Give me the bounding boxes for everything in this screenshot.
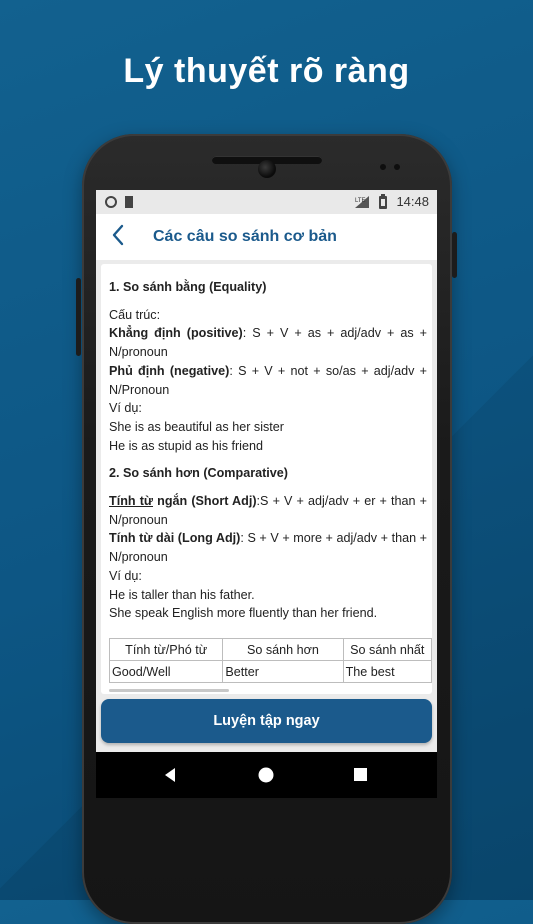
example-sentence: He is as stupid as his friend bbox=[109, 438, 263, 453]
table-header-cell: So sánh nhất bbox=[343, 639, 431, 661]
section-2-title: 2. So sánh hơn (Comparative) bbox=[109, 466, 288, 481]
headline: Lý thuyết rõ ràng bbox=[123, 52, 410, 90]
power-button bbox=[76, 278, 81, 356]
app-bar bbox=[96, 214, 437, 260]
notification-circle-icon bbox=[104, 195, 118, 209]
example-label: Ví dụ: bbox=[109, 401, 142, 416]
section-1-title: 1. So sánh bằng (Equality) bbox=[109, 280, 267, 294]
table-header-cell: Tính từ/Phó từ bbox=[110, 639, 223, 661]
recents-square-icon[interactable] bbox=[352, 752, 368, 798]
light-sensor bbox=[394, 164, 400, 170]
table-header-cell: So sánh hơn bbox=[223, 639, 343, 661]
sd-card-icon bbox=[123, 195, 135, 209]
table-header-row bbox=[110, 639, 432, 661]
equality-positive: Khẳng định (positive): S + V + as + adj/adv + as + N/pronoun bbox=[109, 326, 427, 360]
battery-icon bbox=[378, 194, 388, 210]
phone-screen bbox=[96, 190, 437, 798]
lesson-card bbox=[101, 264, 432, 694]
comparative-short: Tính từ ngắn (Short Adj):S + V + adj/adv + er + than + N/pronoun bbox=[109, 494, 427, 527]
table-cell: The best bbox=[343, 661, 431, 683]
navigation-bar bbox=[96, 752, 437, 798]
svg-text:LTE: LTE bbox=[355, 198, 366, 204]
status-bar bbox=[96, 190, 437, 214]
comparative-long: Tính từ dài (Long Adj): S + V + more + adj/adv + than + N/pronoun bbox=[109, 531, 428, 565]
lesson-text bbox=[109, 278, 427, 623]
example-label: Ví dụ: bbox=[109, 568, 142, 583]
comparison-table bbox=[109, 638, 432, 683]
table-cell: Better bbox=[223, 661, 343, 683]
example-sentence: She is as beautiful as her sister bbox=[109, 419, 285, 434]
example-sentence: He is taller than his father. bbox=[109, 587, 255, 602]
table-row bbox=[110, 661, 432, 683]
back-triangle-icon[interactable] bbox=[162, 752, 178, 798]
volume-button bbox=[452, 232, 457, 278]
home-circle-icon[interactable] bbox=[256, 752, 276, 798]
signal-icon bbox=[354, 195, 370, 209]
table-scrollbar[interactable] bbox=[109, 689, 229, 692]
table-cell: Good/Well bbox=[110, 661, 223, 683]
status-time: 14:48 bbox=[396, 194, 429, 209]
page-title: Các câu so sánh cơ bản bbox=[153, 228, 337, 245]
example-sentence: She speak English more fluently than her friend. bbox=[109, 606, 378, 621]
equality-negative: Phủ định (negative): S + V + not + so/as + adj/adv + N/Pronoun bbox=[109, 363, 428, 397]
proximity-sensor bbox=[380, 164, 386, 170]
back-chevron-icon[interactable] bbox=[110, 222, 126, 248]
front-camera bbox=[258, 160, 276, 178]
structure-label: Cấu trúc: bbox=[109, 307, 161, 322]
practice-now-button[interactable]: Luyện tập ngay bbox=[101, 699, 432, 743]
lesson-content bbox=[96, 260, 437, 798]
